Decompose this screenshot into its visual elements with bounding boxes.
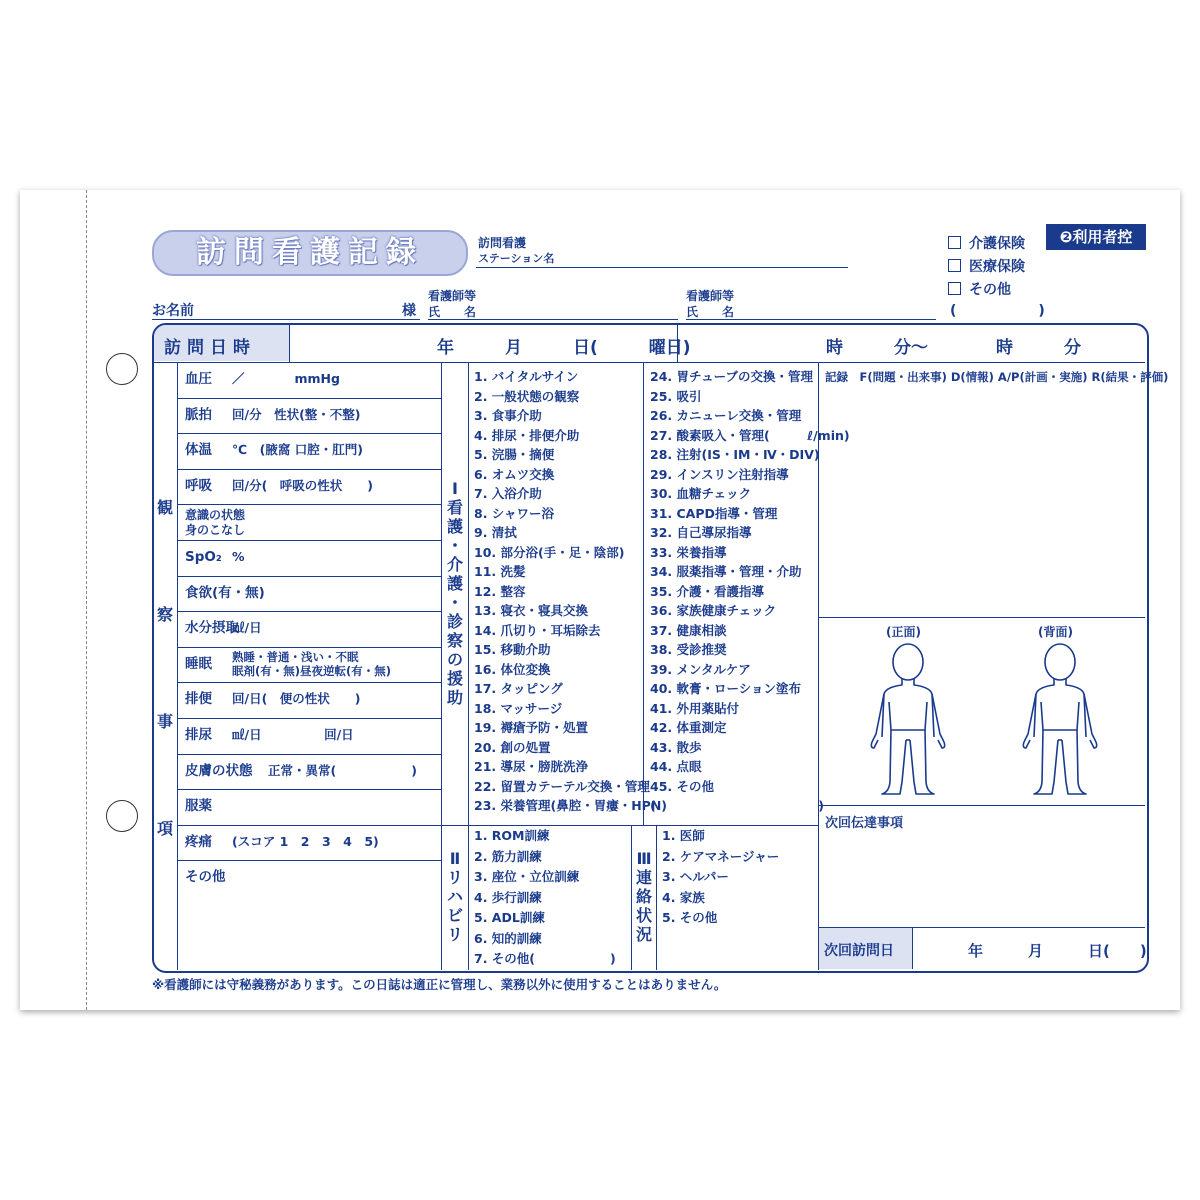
record-left-divider [818, 362, 819, 970]
sec1-left-item-11[interactable]: 12. 整容 [474, 583, 526, 599]
obs-side-char-1: 観 [156, 498, 173, 517]
next-visit-divider [912, 927, 913, 969]
obs-side-char-2: 察 [156, 605, 173, 624]
section1-items-right [650, 367, 850, 816]
section3-label-divider [656, 825, 657, 970]
nurse1-label-1: 看護師等 [428, 289, 477, 303]
station-label-2: ステーション名 [478, 252, 555, 265]
obs-value-0[interactable]: ／ mmHg [232, 371, 340, 386]
patient-name-suffix: 様 [402, 303, 416, 319]
insurance-care-label: 介護保険 [969, 236, 1025, 252]
obs-right-divider [441, 362, 442, 970]
sec1-left-item-22[interactable]: 23. 栄養管理(鼻腔・胃瘻・HPN) [474, 798, 668, 813]
sec1-right-item-8[interactable]: 32. 自己導尿指導 [650, 525, 752, 540]
perforation-line [86, 190, 87, 1010]
obs-label-4: 意識の状態 身のこなし [185, 508, 246, 538]
sec3-label-char-0: Ⅲ [636, 849, 652, 868]
sec3-label-char-4: 況 [635, 925, 652, 944]
sec1-right-item-21[interactable]: 45. その他 [650, 778, 714, 794]
sec1-label-char-5: 護 [446, 574, 463, 593]
obs-label-11: 皮膚の状態 [185, 762, 253, 779]
figure-box-bottom [818, 805, 1145, 806]
sec1-left-item-6[interactable]: 7. 入浴介助 [474, 486, 542, 501]
obs-side-divider [177, 362, 178, 970]
sec3-label-char-2: 絡 [635, 887, 652, 906]
next-visit-label: 次回訪問日 [824, 943, 894, 959]
obs-row-line-3 [177, 504, 441, 505]
body-front-figure [862, 642, 954, 802]
sec2-items-item-0[interactable]: 1. ROM訓練 [474, 828, 550, 843]
sec1-label-char-9: の [446, 650, 463, 669]
sec1-left-item-19[interactable]: 20. 創の処置 [474, 739, 551, 755]
obs-row-line-8 [177, 682, 441, 683]
sec1-left-item-5[interactable]: 6. オムツ交換 [474, 466, 555, 482]
station-name-field[interactable] [476, 267, 848, 268]
visit-date-field[interactable]: 年 月 日( 曜日) [437, 338, 691, 358]
sec1-right-item-1[interactable]: 25. 吸引 [650, 388, 702, 404]
sec1-label-char-8: 察 [446, 631, 463, 650]
sec2-items-item-5[interactable]: 6. 知的訓練 [474, 930, 542, 946]
sec2-label-char-4: リ [446, 925, 463, 944]
sec1-right-item-13[interactable]: 37. 健康相談 [650, 622, 727, 638]
obs-row-line-0 [177, 398, 441, 399]
station-label-1: 訪問看護 [478, 236, 527, 250]
patient-name-label: お名前 [152, 303, 194, 319]
visit-divider-1 [289, 325, 290, 362]
sec1-right-item-12[interactable]: 36. 家族健康チェック [650, 603, 777, 618]
sec1-right-item-22[interactable]: ( ) [650, 798, 824, 813]
nurse2-label-2: 氏 名 [686, 305, 735, 319]
confidentiality-notice: ※看護師には守秘義務があります。この日誌は適正に管理し、業務以外に使用することはありません。 [152, 977, 727, 992]
sec1-right-item-5[interactable]: 29. インスリン注射指導 [650, 466, 789, 482]
obs-value-3[interactable]: 回/分( 呼吸の性状 ) [232, 477, 373, 493]
record-box-bottom [818, 617, 1145, 618]
insurance-care-checkbox[interactable] [948, 233, 1025, 253]
obs-value-2[interactable]: ℃ (腋窩 口腔・肛門) [232, 442, 363, 458]
obs-label-13: 疼痛 [185, 833, 212, 850]
obs-label-0: 血圧 [185, 371, 212, 387]
sec1-label-char-10: 援 [446, 669, 463, 688]
body-front-label: (正面) [886, 625, 921, 639]
sec1-right-item-16[interactable]: 40. 軟膏・ローション塗布 [650, 681, 801, 696]
sec1-left-item-14[interactable]: 15. 移動介助 [474, 642, 551, 657]
obs-row-line-5 [177, 576, 441, 577]
obs-row-line-11 [177, 789, 441, 790]
binder-hole-bottom [106, 800, 138, 832]
sec1-right-item-7[interactable]: 31. CAPD指導・管理 [650, 505, 778, 521]
sec1-left-item-2[interactable]: 3. 食事介助 [474, 408, 542, 423]
sec2-items-item-6[interactable]: 7. その他( ) [474, 951, 616, 966]
obs-label-2: 体温 [185, 442, 212, 459]
sec1-label-char-0: Ⅰ [452, 479, 458, 498]
obs-label-12: 服薬 [185, 798, 212, 815]
sec2-items-item-4[interactable]: 5. ADL訓練 [474, 910, 545, 925]
obs-side-char-4: 項 [156, 819, 173, 838]
sec1-label-char-11: 助 [446, 688, 463, 707]
sec1-label-char-3: ・ [446, 536, 463, 555]
sec1-left-item-3[interactable]: 4. 排尿・排便介助 [474, 427, 580, 443]
sec1-left-item-1[interactable]: 2. 一般状態の観察 [474, 388, 580, 404]
sec3-label-char-3: 状 [635, 906, 652, 925]
visit-label: 訪問日時 [164, 338, 256, 358]
record-header: 記録 F(問題・出来事) D(情報) A/P(計画・実施) R(結果・評価) [825, 370, 1169, 384]
obs-value-5[interactable]: % [232, 549, 245, 564]
insurance-other-field[interactable]: ( ) [950, 303, 1047, 319]
sec1-right-item-2[interactable]: 26. カニューレ交換・管理 [650, 408, 802, 423]
sec1-left-item-12[interactable]: 13. 寝衣・寝具交換 [474, 603, 588, 618]
sec1-right-item-15[interactable]: 39. メンタルケア [650, 661, 751, 677]
sec1-right-item-9[interactable]: 33. 栄養指導 [650, 544, 727, 560]
obs-label-5: SpO₂ [185, 549, 222, 565]
insurance-medical-label: 医療保険 [969, 259, 1025, 275]
sec3-items-item-3[interactable]: 4. 家族 [662, 889, 705, 905]
nurse1-name-field[interactable] [428, 319, 678, 320]
binder-hole-top [106, 353, 138, 385]
sec1-right-item-3[interactable]: 27. 酸素吸入・管理( ℓ/min) [650, 427, 850, 443]
sec1-left-item-7[interactable]: 8. シャワー浴 [474, 505, 555, 521]
section1-label-divider [468, 362, 469, 970]
sec1-left-item-4[interactable]: 5. 浣腸・摘便 [474, 447, 555, 462]
section1-items-left [474, 367, 667, 816]
nurse1-label-2: 氏 名 [428, 305, 477, 319]
obs-row-line-9 [177, 718, 441, 719]
obs-label-8: 睡眠 [185, 655, 212, 672]
sec1-right-item-20[interactable]: 44. 点眼 [650, 759, 702, 774]
obs-row-line-10 [177, 754, 441, 755]
sec1-right-item-6[interactable]: 30. 血糖チェック [650, 486, 752, 501]
visit-time-field[interactable]: 時 分～ 時 分 [826, 338, 1081, 358]
sec2-items-item-1[interactable]: 2. 筋力訓練 [474, 848, 542, 864]
sec1-right-item-0[interactable]: 24. 胃チューブの交換・管理 [650, 369, 813, 384]
insurance-other-checkbox[interactable] [948, 279, 1011, 299]
section3-items [662, 826, 779, 929]
sec1-right-item-4[interactable]: 28. 注射(IS・IM・Ⅳ・DIV) [650, 447, 820, 462]
obs-row-line-4 [177, 540, 441, 541]
sec1-left-item-15[interactable]: 16. 体位変換 [474, 661, 551, 677]
next-message-label: 次回伝達事項 [825, 816, 904, 831]
sec1-right-item-17[interactable]: 41. 外用薬貼付 [650, 700, 739, 716]
obs-value-8[interactable]: 熟睡・普通・浅い・不眠 眠剤(有・無)昼夜逆転(有・無) [232, 649, 392, 678]
sec3-items-item-0[interactable]: 1. 医師 [662, 828, 705, 843]
sec1-left-item-20[interactable]: 21. 導尿・膀胱洗浄 [474, 759, 588, 774]
sec2-label-char-1: リ [446, 868, 463, 887]
sec1-right-item-10[interactable]: 34. 服薬指導・管理・介助 [650, 564, 802, 579]
nurse2-name-field[interactable] [686, 319, 936, 320]
sec1-label-char-4: 介 [446, 555, 463, 574]
copy-badge: ❷利用者控 [1046, 224, 1146, 250]
obs-label-9: 排便 [185, 691, 212, 708]
sec1-right-item-11[interactable]: 35. 介護・看護指導 [650, 583, 764, 599]
sec3-items-item-1[interactable]: 2. ケアマネージャー [662, 848, 780, 864]
sec2-items-item-3[interactable]: 4. 歩行訓練 [474, 889, 542, 905]
obs-label-1: 脈拍 [185, 406, 212, 423]
sec1-left-item-8[interactable]: 9. 清拭 [474, 525, 517, 540]
section2-items [474, 826, 616, 970]
insurance-medical-checkbox[interactable] [948, 256, 1025, 276]
obs-value-13[interactable]: (スコア 1 2 3 4 5) [232, 833, 379, 849]
obs-value-10[interactable]: ㎖/日 回/日 [232, 727, 354, 742]
sec1-left-item-0[interactable]: 1. バイタルサイン [474, 369, 579, 384]
obs-label-14: その他 [185, 869, 226, 886]
sec3-items-item-4[interactable]: 5. その他 [662, 910, 718, 925]
obs-label-6: 食欲(有・無) [185, 584, 265, 601]
sec1-label-char-7: 診 [446, 612, 463, 631]
sec3-label-char-1: 連 [635, 868, 652, 887]
sec1-left-item-9[interactable]: 10. 部分浴(手・足・陰部) [474, 544, 625, 560]
form-title-pill [152, 230, 468, 276]
sec1-left-item-21[interactable]: 22. 留置カテーテル交換・管理 [474, 778, 650, 794]
patient-name-field[interactable] [152, 319, 420, 320]
sec2-label-char-0: Ⅱ [449, 849, 461, 868]
obs-label-7: 水分摂取 [185, 620, 239, 637]
sec1-left-item-16[interactable]: 17. タッピング [474, 681, 563, 696]
obs-row-line-7 [177, 647, 441, 648]
sec1-left-item-17[interactable]: 18. マッサージ [474, 700, 563, 716]
body-back-figure [1014, 642, 1106, 802]
obs-label-3: 呼吸 [185, 477, 212, 494]
insurance-other-label: その他 [969, 282, 1011, 298]
sec1-right-item-18[interactable]: 42. 体重測定 [650, 720, 727, 735]
sec1-label-char-1: 看 [446, 498, 463, 517]
sec1-right-item-19[interactable]: 43. 散歩 [650, 739, 702, 755]
obs-row-line-6 [177, 611, 441, 612]
obs-row-line-2 [177, 469, 441, 470]
obs-row-line-13 [177, 860, 441, 861]
sec3-items-item-2[interactable]: 3. ヘルパー [662, 869, 729, 884]
obs-row-line-12 [177, 825, 441, 826]
sec1-left-item-13[interactable]: 14. 爪切り・耳垢除去 [474, 622, 601, 638]
section1-mid-divider [643, 362, 644, 825]
sec2-label-char-3: ビ [446, 906, 463, 925]
sec2-label-char-2: ハ [446, 887, 463, 906]
obs-row-line-1 [177, 433, 441, 434]
body-back-label: (背面) [1038, 625, 1073, 639]
form-title: 訪問看護記録 [196, 235, 424, 270]
obs-value-9[interactable]: 回/日( 便の性状 ) [232, 691, 361, 707]
next-visit-date-field[interactable]: 年 月 日( ) [968, 942, 1147, 960]
obs-value-1[interactable]: 回/分 性状(整・不整) [232, 406, 361, 422]
nurse2-label-1: 看護師等 [686, 289, 735, 303]
sec2-items-item-2[interactable]: 3. 座位・立位訓練 [474, 869, 580, 884]
obs-side-char-3: 事 [156, 712, 173, 731]
sec1-right-item-14[interactable]: 38. 受診推奨 [650, 642, 727, 657]
sec1-left-item-10[interactable]: 11. 洗髪 [474, 564, 526, 579]
obs-value-11[interactable]: 正常・異常( ) [268, 762, 417, 778]
sec1-left-item-18[interactable]: 19. 褥瘡予防・処置 [474, 720, 588, 735]
sec1-label-char-6: ・ [446, 593, 463, 612]
obs-label-10: 排尿 [185, 727, 212, 743]
sec1-label-char-2: 護 [446, 517, 463, 536]
obs-value-7[interactable]: ㎖/日 [232, 620, 262, 636]
visit-divider-2 [677, 325, 678, 362]
visit-row-bottom [154, 362, 1145, 363]
